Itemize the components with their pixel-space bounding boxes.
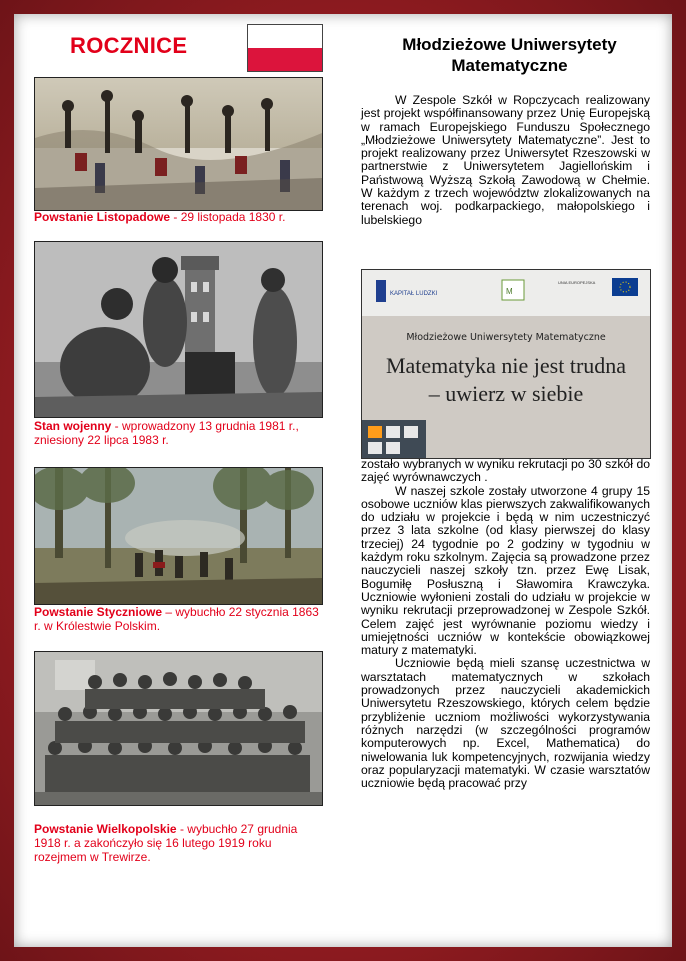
- caption-title: Powstanie Listopadowe: [34, 210, 171, 224]
- poster-headline-1: Matematyka nie jest trudna: [385, 353, 627, 378]
- caption-title: Powstanie Styczniowe: [34, 605, 163, 619]
- caption-styczniowe: [34, 605, 324, 633]
- caption-text: – wybuchło 22 stycznia 1863 r. w Królestwie Polskim.: [34, 605, 319, 633]
- caption-text: - 29 listopada 1830 r.: [170, 210, 286, 224]
- article-paragraph: W naszej szkole zostały utworzone 4 grupy 15 osobowe uczniów klas pierwszych zakwalifikowanych do udziału w projekcie i będą w nim uczestniczyć przez 3 lata szkolne (od klasy pierwszej do klasy trzeciej) 24 tygodnie po 2 godziny w tygodniu w każdym roku szkolnym. Zajęcia są prowadzone przez nauczycieli naszej szkoły tzn. przez Ewę Lisak, Bogumiłę Posłuszną i Sławomira Krawczyka. Uczniowie wyłonieni zostali do udziału w projekcie w wyniku rekrutacji przeprowadzonej w Zespole Szkół. Celem zajęć jest wyrównanie poziomu wiedzy i umiejętności uczniów w kontekście obowiązkowej matury z matematyki.: [361, 483, 650, 658]
- poster-eu-label: UNIA EUROPEJSKA: [558, 280, 596, 285]
- caption-title: Stan wojenny: [34, 419, 112, 433]
- svg-text:M: M: [506, 287, 513, 296]
- newsletter-page: [14, 14, 672, 947]
- caption-listopadowe: [34, 210, 324, 224]
- photo-stan-wojenny: [34, 241, 323, 418]
- article-paragraph: W Zespole Szkół w Ropczycach realizowany jest projekt współfinansowany przez Unię Europejską w ramach Europejskiego Funduszu Społecznego „Młodzieżowe Uniwersytety Matematyczne”. Jest to projekt realizowany przez Uniwersytet Rzeszowski w partnerstwie z Uniwersytetem Jagiellońskim i Państwową Wyższą Szkołą Zawodową w Chełmie. W każdym z trzech województw zlokalizowanych na terenach woj. podkarpackiego, małopolskiego i lubelskiego: [361, 93, 650, 227]
- photo-powstanie-listopadowe: [34, 77, 323, 211]
- article-body: [361, 458, 650, 790]
- article-title: Młodzieżowe Uniwersytety Matematyczne: [402, 35, 617, 75]
- poster-project-name: Młodzieżowe Uniwersytety Matematyczne: [406, 332, 606, 343]
- poster-headline-2: – uwierz w siebie: [428, 381, 584, 406]
- photo-powstanie-wielkopolskie: [34, 651, 323, 806]
- rocznice-heading: ROCZNICE: [70, 33, 188, 58]
- article-intro: [361, 94, 650, 227]
- article-paragraph: zostało wybranych w wyniku rekrutacji po 30 szkół do zajęć wyrównawczych .: [361, 457, 650, 485]
- project-poster-photo: [361, 269, 651, 459]
- caption-stan-wojenny: [34, 419, 324, 447]
- caption-text: - wprowadzony 13 grudnia 1981 r., zniesiony 22 lipca 1983 r.: [34, 419, 299, 447]
- caption-text: - wybuchło 27 grudnia 1918 r. a zakończyło się 16 lutego 1919 roku rozejmem w Trewirze.: [34, 822, 298, 864]
- caption-title: Powstanie Wielkopolskie: [34, 822, 177, 836]
- polish-flag: [247, 24, 323, 72]
- caption-wielkopolskie: [34, 822, 324, 864]
- poster-kapital-text: KAPITAŁ LUDZKI: [390, 291, 438, 297]
- photo-powstanie-styczniowe: [34, 467, 323, 605]
- article-paragraph: Uczniowie będą mieli szansę uczestnictwa w warsztatach matematycznych w szkołach prowadzonych przez nauczycieli akademickich Uniwersytetu Rzeszowskiego, których celem będzie przybliżenie uczniom możliwości wykorzystywania różnych narzędzi (w szczególności programów komputerowych np. Excel, Mathematica) do niwelowania luk kompetencyjnych, rozwijania wiedzy oraz popularyzacji matematyki. W czasie warsztatów uczniowie będą pracować przy: [361, 656, 650, 791]
